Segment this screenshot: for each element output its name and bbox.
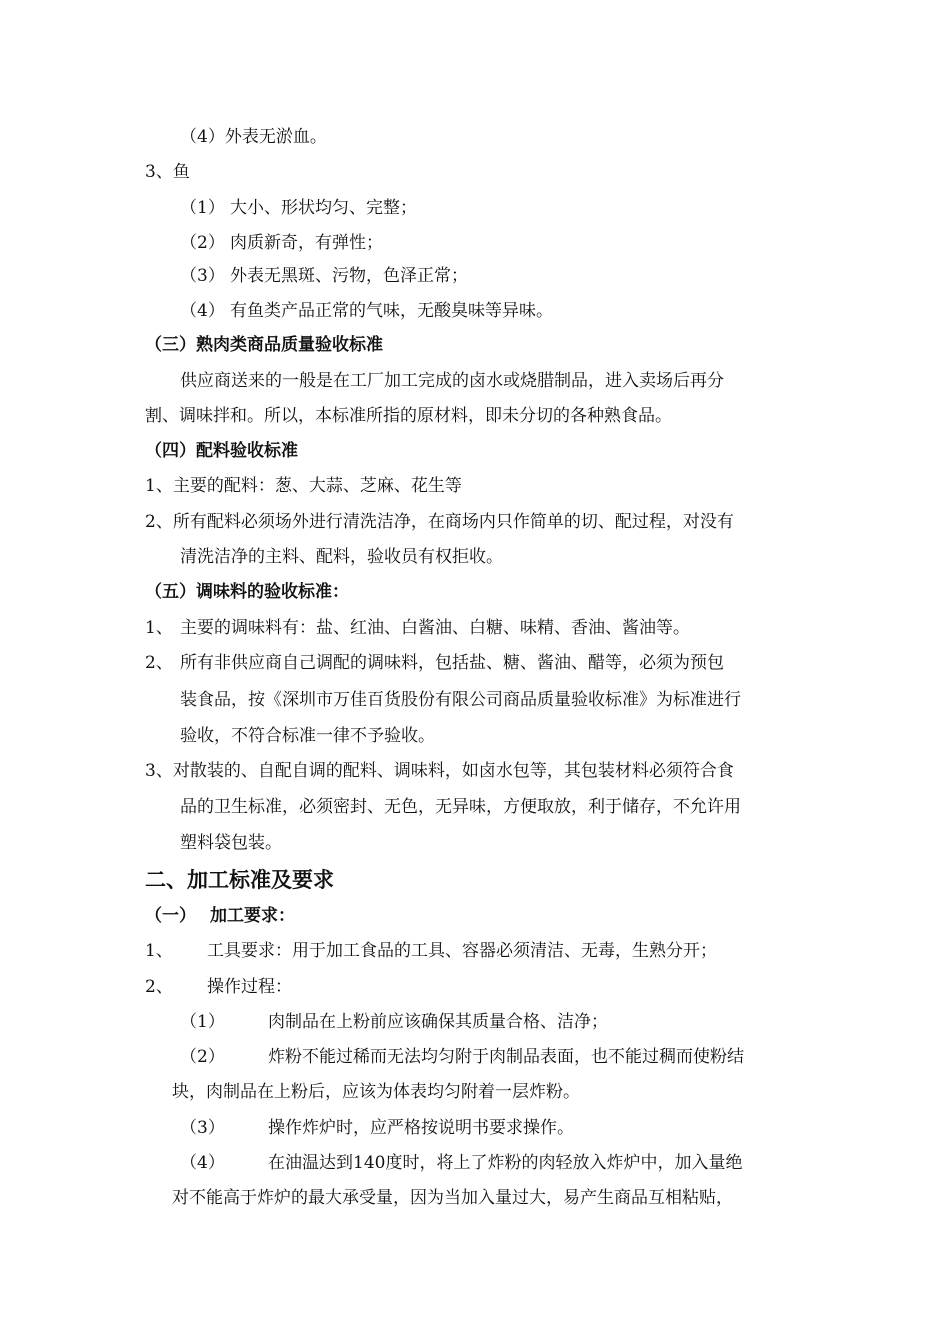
section-heading: （三）熟肉类商品质量验收标准 — [145, 335, 383, 355]
paragraph-line: 块，肉制品在上粉后，应该为体表均匀附着一层炸粉。 — [172, 1082, 580, 1102]
list-number: （2） — [180, 1047, 225, 1067]
list-item — [180, 198, 417, 218]
list-item: 2、所有配料必须场外进行清洗洁净，在商场内只作简单的切、配过程，对没有 — [145, 512, 734, 532]
list-number: （3） — [180, 1118, 225, 1138]
chapter-heading: 二、加工标准及要求 — [145, 867, 334, 892]
list-number: （1） — [180, 198, 225, 218]
list-item: （4）外表无淤血。 — [180, 127, 327, 147]
section-heading: 3、鱼 — [145, 162, 190, 182]
list-item — [180, 1118, 574, 1138]
list-number: 2、 — [145, 977, 173, 997]
section-title: 加工要求： — [210, 906, 295, 926]
list-item — [180, 1153, 742, 1173]
paragraph-line: 验收，不符合标准一律不予验收。 — [180, 726, 435, 746]
list-item — [145, 977, 292, 997]
section-heading: （五）调味料的验收标准： — [145, 582, 349, 602]
paragraph-line: 对不能高于炸炉的最大承受量，因为当加入量过大，易产生商品互相粘贴， — [172, 1188, 733, 1208]
section-heading — [145, 906, 295, 926]
list-item — [180, 1047, 744, 1067]
paragraph-line: 装食品，按《深圳市万佳百货股份有限公司商品质量验收标准》为标准进行 — [180, 690, 741, 710]
list-number: 1、 — [145, 941, 173, 961]
list-number: 1、 — [145, 618, 173, 638]
list-text: 有鱼类产品正常的气味，无酸臭味等异味。 — [230, 301, 553, 321]
list-text: 肉制品在上粉前应该确保其质量合格、洁净； — [268, 1012, 608, 1032]
paragraph-line: 塑料袋包装。 — [180, 833, 282, 853]
list-text: 炸粉不能过稀而无法均匀附于肉制品表面，也不能过稠而使粉结 — [268, 1047, 744, 1067]
list-text: 在油温达到140度时，将上了炸粉的肉轻放入炸炉中，加入量绝 — [268, 1153, 743, 1173]
list-item — [180, 233, 383, 253]
list-number: （4） — [180, 1153, 225, 1173]
list-text: 外表无黑斑、污物，色泽正常； — [230, 266, 468, 286]
list-item — [180, 301, 553, 321]
list-number: 2、 — [145, 653, 173, 673]
paragraph-line: 清洗洁净的主料、配料，验收员有权拒收。 — [180, 547, 503, 567]
section-heading: （四）配料验收标准 — [145, 441, 298, 461]
list-item — [145, 618, 690, 638]
list-number: （2） — [180, 233, 225, 253]
list-text: 大小、形状均匀、完整； — [230, 198, 417, 218]
list-text: 操作炸炉时，应严格按说明书要求操作。 — [268, 1118, 574, 1138]
paragraph-line: 品的卫生标准，必须密封、无色，无异味，方便取放，利于储存，不允许用 — [180, 797, 741, 817]
list-item — [180, 266, 468, 286]
list-item — [145, 941, 717, 961]
list-number: （3） — [180, 266, 225, 286]
list-item: 3、对散装的、自配自调的配料、调味料，如卤水包等，其包装材料必须符合食 — [145, 761, 734, 781]
list-number: （4） — [180, 301, 225, 321]
list-text: 主要的调味料有：盐、红油、白酱油、白糖、味精、香油、酱油等。 — [180, 618, 690, 638]
paragraph-line: 供应商送来的一般是在工厂加工完成的卤水或烧腊制品，进入卖场后再分 — [180, 371, 724, 391]
list-text: 操作过程： — [207, 977, 292, 997]
list-item: 1、主要的配料：葱、大蒜、芝麻、花生等 — [145, 476, 462, 496]
list-text: 肉质新奇，有弹性； — [230, 233, 383, 253]
section-number: （一） — [145, 906, 196, 926]
paragraph-line: 割、调味拌和。所以，本标准所指的原材料，即未分切的各种熟食品。 — [145, 406, 672, 426]
list-number: （1） — [180, 1012, 225, 1032]
list-item — [180, 1012, 608, 1032]
list-text: 工具要求：用于加工食品的工具、容器必须清洁、无毒，生熟分开； — [207, 941, 717, 961]
list-item — [145, 653, 724, 673]
list-text: 所有非供应商自己调配的调味料，包括盐、糖、酱油、醋等，必须为预包 — [180, 653, 724, 673]
